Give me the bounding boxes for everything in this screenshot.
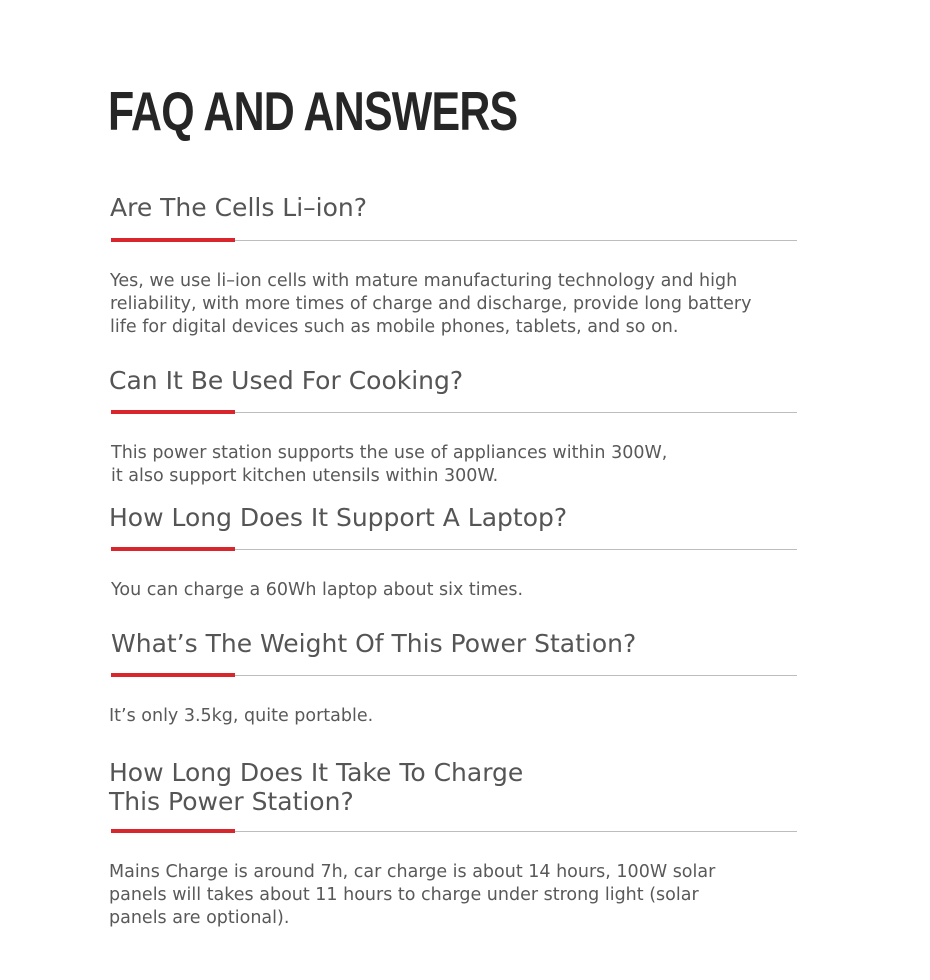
faq-accent-bar-3 (111, 547, 235, 551)
faq-accent-bar-2 (111, 410, 235, 414)
faq-accent-bar-1 (111, 238, 235, 242)
faq-answer-2: This power station supports the use of appliances within 300W, it also support kitchen utensils within 300W. (111, 443, 668, 486)
faq-question-5: How Long Does It Take To Charge This Power Station? (109, 758, 524, 816)
faq-question-4: What’s The Weight Of This Power Station? (111, 629, 637, 658)
faq-question-3: How Long Does It Support A Laptop? (109, 503, 568, 532)
faq-question-1: Are The Cells Li–ion? (110, 193, 368, 222)
faq-answer-3: You can charge a 60Wh laptop about six times. (111, 580, 524, 600)
faq-answer-5: Mains Charge is around 7h, car charge is about 14 hours, 100W solar panels will takes about 11 hours to charge under strong light (solar panels are optional). (109, 862, 716, 928)
faq-answer-4: It’s only 3.5kg, quite portable. (109, 706, 374, 726)
faq-question-2: Can It Be Used For Cooking? (109, 366, 464, 395)
faq-accent-bar-5 (111, 829, 235, 833)
faq-accent-bar-4 (111, 673, 235, 677)
faq-answer-1: Yes, we use li–ion cells with mature manufacturing technology and high reliability, with more times of charge and discharge, provide long battery life for digital devices such as mobile phones, tablets, and so on. (110, 271, 752, 337)
page-title: FAQ AND ANSWERS (108, 80, 518, 142)
